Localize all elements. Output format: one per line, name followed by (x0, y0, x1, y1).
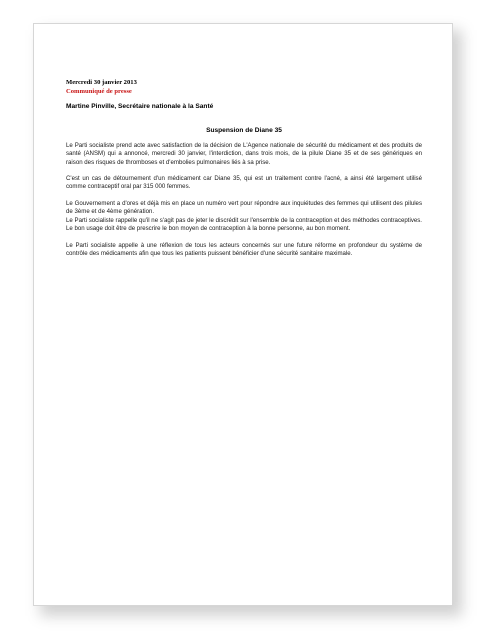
document-page (33, 23, 453, 606)
release-date: Mercredi 30 janvier 2013 (66, 79, 137, 86)
paragraph: C'est un cas de détournement d'un médicament car Diane 35, qui est un traitement contre l'acné, a ainsi été largement utilisé comme contraceptif oral par 315 000 femmes. (66, 175, 422, 191)
paragraph: Le Parti socialiste rappelle qu'il ne s'agit pas de jeter le discrédit sur l'ensemble de la contraception et des méthodes contraceptives. Le bon usage doit être de prescrire le bon moyen de contraception à la bonne personne, au bon moment. (66, 216, 422, 232)
author-line: Martine Pinville, Secrétaire nationale à la Santé (66, 103, 214, 110)
document-body (66, 142, 422, 266)
press-release-label: Communiqué de presse (66, 88, 132, 95)
paragraph: Le Parti socialiste prend acte avec satisfaction de la décision de L'Agence nationale de sécurité du médicament et des produits de santé (ANSM) qui a annoncé, mercredi 30 janvier, l'interdiction, dans trois mois, de la pilule Diane 35 et de ses génériques en raison des risques de thromboses et d'embolies pulmonaires liés à sa prise. (66, 142, 422, 166)
paragraph: Le Parti socialiste appelle à une réflexion de tous les acteurs concernés sur une future réforme en profondeur du système de contrôle des médicaments afin que tous les patients puissent bénéficier d'une sécurité sanitaire maximale. (66, 241, 422, 257)
paragraph: Le Gouvernement a d'ores et déjà mis en place un numéro vert pour répondre aux inquiétudes des femmes qui utilisent des pilules de 3ème et de 4ème génération. (66, 200, 422, 216)
document-title: Suspension de Diane 35 (206, 127, 282, 134)
